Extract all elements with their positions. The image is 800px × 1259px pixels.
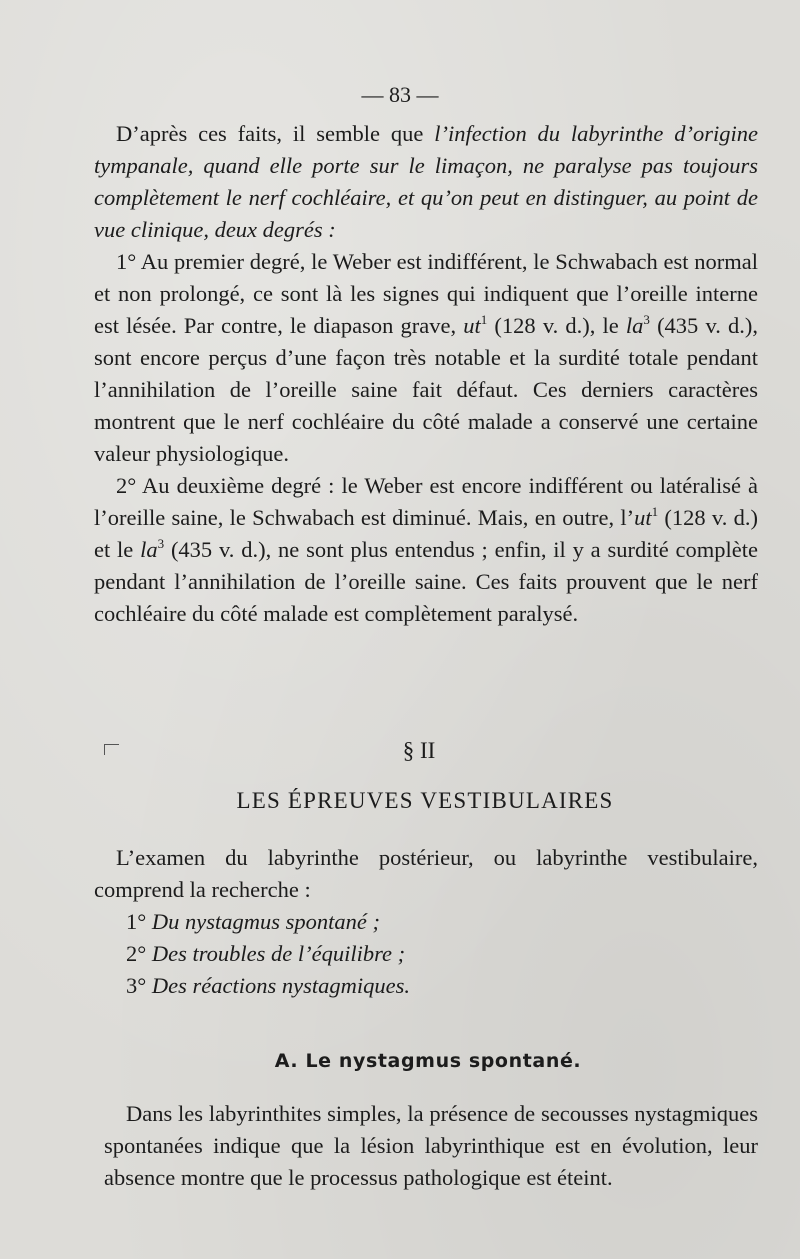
- note-la-2: la: [140, 537, 158, 562]
- first-degree-text-3: (435 v. d.), sont encore perçus d’une façon très notable et la surdité totale pendant l’annihilation de l’oreille saine fait défaut. Ces derniers caractères montrent que le nerf cochléaire du côté malade a conservé une certaine valeur physiologique.: [94, 313, 759, 466]
- note-la: la: [625, 313, 644, 338]
- list-item-number: 1°: [126, 909, 152, 934]
- second-degree-text-2: (128 v. d.) et le: [94, 505, 758, 562]
- note-ut-sup-2: 1: [651, 504, 659, 519]
- note-la-sup-2: 3: [157, 536, 165, 551]
- paragraph-labyrinthites: Dans les labyrinthites simples, la présence de secousses nystagmiques spontanées indique que la lésion labyrinthique est en évolution, leur absence montre que le processus pathologique est éteint.: [104, 1101, 758, 1190]
- list-item-number: 3°: [126, 973, 152, 998]
- paragraph-examen: L’examen du labyrinthe postérieur, ou labyrinthe vestibulaire, comprend la recherche :: [94, 845, 758, 902]
- list-item: [94, 938, 758, 970]
- paragraph-intro: [94, 118, 758, 246]
- subsection-heading: A. Le nystagmus spontané.: [274, 1050, 582, 1072]
- list-item-number: 2°: [126, 941, 152, 966]
- list-item-text: Du nystagmus spontané ;: [151, 909, 380, 934]
- list-item: [94, 970, 758, 1002]
- section-mark: § II: [402, 738, 436, 763]
- list-item: [94, 906, 758, 938]
- text-block-final: [104, 1098, 758, 1194]
- note-ut-sup: 1: [480, 312, 488, 327]
- note-la-sup: 3: [643, 312, 650, 327]
- text-block-upper: [94, 118, 758, 630]
- first-degree-text-1: 1° Au premier degré, le Weber est indifférent, le Schwabach est normal et non prolongé, ce sont là les signes qui indiquent que l’oreille interne est lésée. Par contre, le diapason grave,: [94, 249, 758, 338]
- second-degree-text-1: 2° Au deuxième degré : le Weber est encore indifférent ou latéralisé à l’oreille saine, le Schwabach est diminué. Mais, en outre, l’: [94, 473, 758, 530]
- intro-text: D’après ces faits, il semble que: [116, 121, 435, 146]
- section-title: LES ÉPREUVES VESTIBULAIRES: [236, 788, 614, 813]
- paragraph-first-degree: [94, 246, 758, 470]
- intro-italic-text: l’infection du labyrinthe d’origine tympanale, quand elle porte sur le limaçon, ne paralyse pas toujours complètement le nerf cochléaire, et qu’on peut en distinguer, au point de vue clinique, deux degrés :: [94, 121, 758, 242]
- note-ut: ut: [463, 313, 481, 338]
- list-item-text: Des troubles de l’équilibre ;: [151, 941, 406, 966]
- text-block-lower: [94, 842, 758, 1002]
- first-degree-text-2: (128 v. d.), le: [487, 313, 626, 338]
- page-number: — 83 —: [361, 82, 439, 107]
- list-item-text: Des réactions nystagmiques.: [151, 973, 410, 998]
- paragraph-second-degree: [94, 470, 758, 630]
- second-degree-text-3: (435 v. d.), ne sont plus entendus ; enfin, il y a surdité complète pendant l’annihilation de l’oreille saine. Ces faits prouvent que le nerf cochléaire du côté malade est complètement paralysé.: [94, 537, 758, 626]
- note-ut-2: ut: [634, 505, 652, 530]
